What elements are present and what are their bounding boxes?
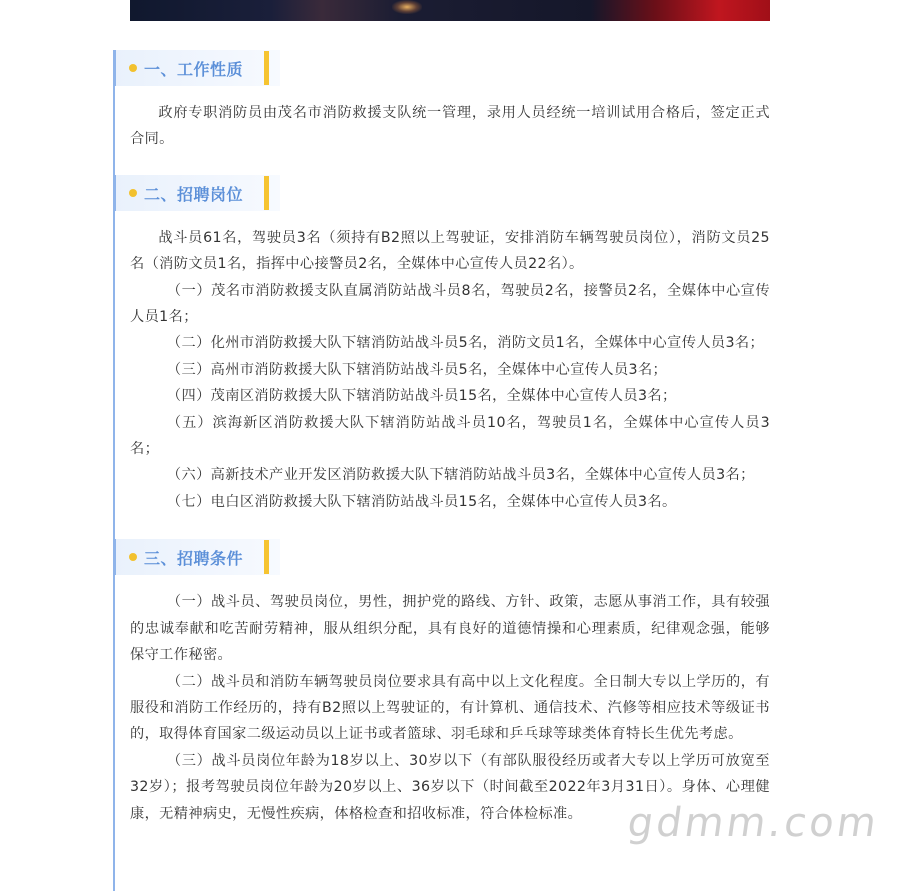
- paragraph: （三）高州市消防救援大队下辖消防站战斗员5名，全媒体中心宣传人员3名；: [166, 361, 668, 378]
- section-tab: [113, 175, 280, 211]
- paragraph: （七）电白区消防救援大队下辖消防站战斗员15名，全媒体中心宣传人员3名。: [166, 493, 677, 510]
- section-heading-positions: [113, 175, 770, 213]
- paragraph: （一）茂名市消防救援支队直属消防站战斗员8名，驾驶员2名，接警员2名，全媒体中心宣传人员1名；: [130, 282, 770, 326]
- top-banner-image: [130, 0, 770, 21]
- article-body: [130, 46, 770, 827]
- paragraph: （一）战斗员、驾驶员岗位，男性，拥护党的路线、方针、政策，志愿从事消工作，具有较强的忠诚奉献和吃苦耐劳精神，服从组织分配，具有良好的道德情操和心理素质，纪律观念强，能够保守工作秘密。: [130, 594, 770, 664]
- paragraph: （四）茂南区消防救援大队下辖消防站战斗员15名，全媒体中心宣传人员3名；: [166, 388, 677, 405]
- section-heading-nature: [113, 50, 770, 88]
- section-accent-bar: [264, 51, 269, 85]
- paragraph: 政府专职消防员由茂名市消防救援支队统一管理，录用人员经统一培训试用合格后，签定正式合同。: [130, 105, 770, 148]
- paragraph: （三）战斗员岗位年龄为18岁以上、30岁以下（有部队服役经历或者大专以上学历可放宽至32岁）；报考驾驶员岗位年龄为20岁以上、36岁以下（时间截至2022年3月31日）。身体、心理健康，无精神病史，无慢性疾病，体格检查和招收标准，符合体检标准。: [130, 752, 770, 822]
- section-tab: [113, 50, 280, 86]
- paragraph: （二）化州市消防救援大队下辖消防站战斗员5名，消防文员1名，全媒体中心宣传人员3名；: [166, 335, 765, 352]
- section-title: 一、工作性质: [144, 60, 244, 79]
- bullet-dot-icon: [129, 553, 137, 561]
- bullet-dot-icon: [129, 189, 137, 197]
- section-title: 三、招聘条件: [144, 549, 244, 569]
- paragraph: （二）战斗员和消防车辆驾驶员岗位要求具有高中以上文化程度。全日制大专以上学历的，有服役和消防工作经历的，持有B2照以上驾驶证的，有计算机、通信技术、汽修等相应技术等级证书的，取得体育国家二级运动员以上证书或者篮球、羽毛球和乒乓球等球类体育特长生优先考虑。: [130, 673, 770, 743]
- bullet-dot-icon: [129, 64, 137, 72]
- section-tab: [113, 539, 280, 575]
- section-accent-bar: [264, 540, 269, 574]
- section-accent-bar: [264, 176, 269, 210]
- site-watermark: gdmm.com: [624, 800, 883, 846]
- paragraph: （六）高新技术产业开发区消防救援大队下辖消防站战斗员3名，全媒体中心宣传人员3名；: [166, 467, 755, 484]
- paragraph: （五）滨海新区消防救援大队下辖消防站战斗员10名，驾驶员1名，全媒体中心宣传人员3名；: [130, 414, 770, 458]
- section-heading-requirements: [113, 539, 770, 577]
- section-title: 二、招聘岗位: [144, 184, 244, 204]
- banner-light: [392, 0, 422, 14]
- paragraph: 战斗员61名，驾驶员3名（须持有B2照以上驾驶证，安排消防车辆驾驶员岗位），消防文员25名（消防文员1名，指挥中心接警员2名，全媒体中心宣传人员22名）。: [130, 229, 770, 273]
